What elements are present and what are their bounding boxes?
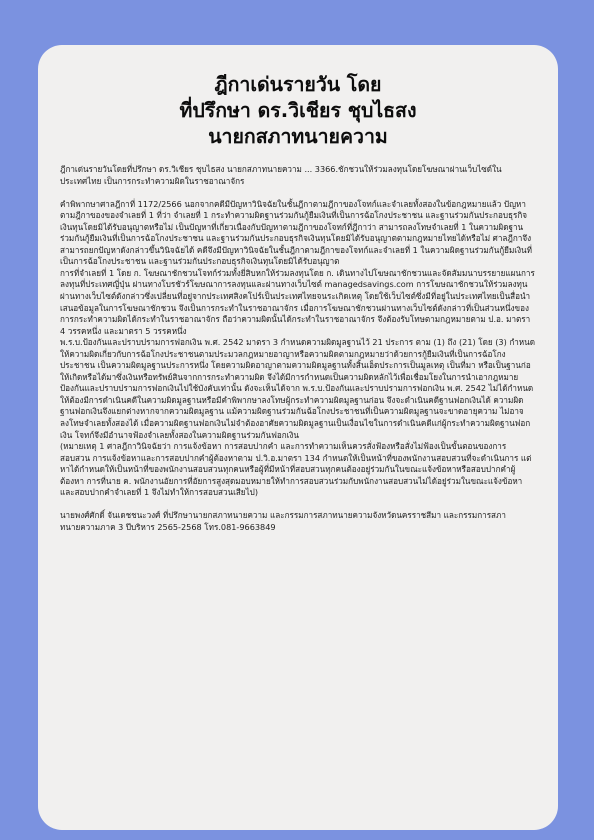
- document-body: [60, 164, 536, 534]
- document-title: [60, 72, 536, 150]
- spacer: [60, 187, 536, 199]
- document-card: [38, 45, 558, 830]
- title-line-1: ฎีกาเด่นรายวัน โดย: [214, 73, 382, 96]
- body-paragraph-4: (หมายเหตุ 1 ศาลฎีกาวินิจฉัยว่า การแจ้งข้อหา การสอบปากคำ และการทำความเห็นควรสั่งฟ้องหรือสั่งไม่ฟ้องเป็นขั้นตอนของการสอบสวน การแจ้งข้อหาและการสอบปากคำผู้ต้องหาตาม ป.วิ.อ.มาตรา 134 กำหนดให้เป็นหน้าที่ของพนักงานสอบสวนที่จะดำเนินการ แต่หาได้กำหนดให้เป็นหน้าที่ของพนักงานสอบสวนทุกคนหรือผู้ที่มีหน้าที่สอบสวนทุกคนต้องอยู่ร่วมกันในขณะแจ้งข้อหาหรือสอบปากคำผู้ต้องหา การที่นาย ค. พนักงานอัยการที่อัยการสูงสุดมอบหมายให้ทำการสอบสวนร่วมกับพนักงานสอบสวนไม่ได้อยู่ร่วมในขณะแจ้งข้อหาและสอบปากคำจำเลยที่ 1 จึงไม่ทำให้การสอบสวนเสียไป): [60, 441, 532, 498]
- footer-signature: นายพงศ์ศักดิ์ จันเดชชนะวงศ์ ที่ปรึกษานายกสภาทนายความ และกรรมการสภาทนายความจังหวัดนครราชสีมา และกรรมการสภาทนายความภาค 3 ปีบริหาร 2565-2568 โทร.081-9663849: [60, 510, 506, 532]
- title-line-2: ที่ปรึกษา ดร.วิเชียร ชุบไธสง: [179, 99, 417, 122]
- title-line-3: นายกสภาทนายความ: [208, 125, 388, 148]
- body-paragraph-3: พ.ร.บ.ป้องกันและปราบปรามการฟอกเงิน พ.ศ. 2542 มาตรา 3 กำหนดความผิดมูลฐานไว้ 21 ประการ ตาม (1) ถึง (21) โดย (3) กำหนดให้ความผิดเกี่ยวกับการฉ้อโกงประชาชนตามประมวลกฎหมายอาญาหรือความผิดตามกฎหมายว่าด้วยการกู้ยืมเงินที่เป็นการฉ้อโกงประชาชน เป็นความผิดมูลฐานประการหนึ่ง โดยความผิดอาญาตามความผิดมูลฐานทั้งสิ้นเอ็ดประการเป็นมูลเหตุ เป็นที่มา หรือเป็นฐานก่อให้เกิดหรือได้มาซึ่งเงินหรือทรัพย์สินจากการกระทำความผิด จึงได้มีการกำหนดเป็นความผิดหลักไว้เพื่อเชื่อมโยงในการนำเอากฎหมายป้องกันและปราบปรามการฟอกเงินไปใช้บังคับเท่านั้น ดังจะเห็นได้จาก พ.ร.บ.ป้องกันและปราบปรามการฟอกเงิน พ.ศ. 2542 ไม่ได้กำหนดให้ต้องมีการดำเนินคดีในความผิดมูลฐานหรือมีคำพิพากษาลงโทษผู้กระทำความผิดมูลฐานก่อน จึงจะดำเนินคดีฐานฟอกเงินได้ ความผิดฐานฟอกเงินจึงแยกต่างหากจากความผิดมูลฐาน แม้ความผิดฐานร่วมกันฉ้อโกงประชาชนที่เป็นความผิดมูลฐานจะขาดอายุความ ไม่อาจลงโทษจำเลยทั้งสองได้ เมื่อความผิดฐานฟอกเงินไม่จำต้องอาศัยความผิดมูลฐานเป็นเงื่อนไขในการดำเนินคดีแก่ผู้กระทำความผิดฐานฟอกเงิน โจทก์จึงมีอำนาจฟ้องจำเลยทั้งสองในความผิดฐานร่วมกันฟอกเงิน: [60, 337, 535, 440]
- intro-paragraph: ฎีกาเด่นรายวันโดยที่ปรึกษา ดร.วิเชียร ชุบไธสง นายกสภาทนายความ ... 3366.ชักชวนให้ร่วมลงทุนโดยโฆษณาผ่านเว็บไซด์ในประเทศไทย เป็นการกระทำความผิดในราชอาณาจักร: [60, 164, 502, 186]
- body-paragraph-2: การที่จำเลยที่ 1 โดย ก. โฆษณาชักชวนโจทก์ร่วมทั้งยี่สิบหกให้ร่วมลงทุนโดย ก. เดินทางไปโฆษณาชักชวนและจัดสัมมนาบรรยายแผนการลงทุนที่ประเทศญี่ปุ่น ผ่านทางโบรชัวร์โฆษณาการลงทุนและผ่านทางเว็บไซต์ managedsavings.com การโฆษณาชักชวนให้ร่วมลงทุนผ่านทางเว็บไซต์ดังกล่าวซึ่งเปลี่ยนที่อยู่จากประเทศสิงคโปร์เป็นประเทศไทยจนระเกิดเหตุ โดยใช้เว็บไซต์ซึ่งมีที่อยู่ในประเทศไทยเป็นสื่อนำเสนอข้อมูลในการโฆษณาชักชวน จึงเป็นการกระทำในราชอาณาจักร เมื่อการโฆษณาชักชวนผ่านทางเว็บไซต์ดังกล่าวที่เป็นส่วนหนึ่งของการกระทำความผิดได้กระทำในราชอาณาจักร ถือว่าความผิดนั้นได้กระทำในราชอาณาจักร จึงต้องรับโทษตามกฎหมายตาม ป.อ. มาตรา 4 วรรคหนึ่ง และมาตรา 5 วรรคหนึ่ง: [60, 267, 535, 336]
- spacer: [60, 499, 536, 511]
- body-paragraph-1: คำพิพากษาศาลฎีกาที่ 1172/2566 นอกจากคดีมีปัญหาวินิจฉัยในชั้นฎีกาตามฎีกาของโจทก์และจำเลยทั้งสองในข้อกฎหมายแล้ว ปัญหาตามฎีกาของของจำเลยที่ 1 ที่ว่า จำเลยที่ 1 กระทำความผิดฐานร่วมกันกู้ยืมเงินที่เป็นการฉ้อโกงประชาชน และฐานร่วมกันประกอบธุรกิจเงินทุนโดยมิได้รับอนุญาตหรือไม่ เป็นปัญหาที่เกี่ยวเนื่องกับปัญหาตามฎีกาของโจทก์ที่ฎีกาว่า สามารถลงโทษจำเลยที่ 1 ในความผิดฐานร่วมกันกู้ยืมเงินที่เป็นการฉ้อโกงประชาชน และฐานร่วมกันประกอบธุรกิจเงินทุนโดยมิได้รับอนุญาตตามกฎหมายไทยได้หรือไม่ ศาลฎีกาจึงสามารถยกปัญหาดังกล่าวขึ้นวินิจฉัยได้ คดีจึงมีปัญหาวินิจฉัยในชั้นฎีกาตามฎีกาของโจทก์และจำเลยที่ 1 ในความผิดฐานร่วมกันกู้ยืมเงินที่เป็นการฉ้อโกงประชาชน และฐานร่วมกันประกอบธุรกิจเงินทุนโดยมิได้รับอนุญาต: [60, 198, 532, 267]
